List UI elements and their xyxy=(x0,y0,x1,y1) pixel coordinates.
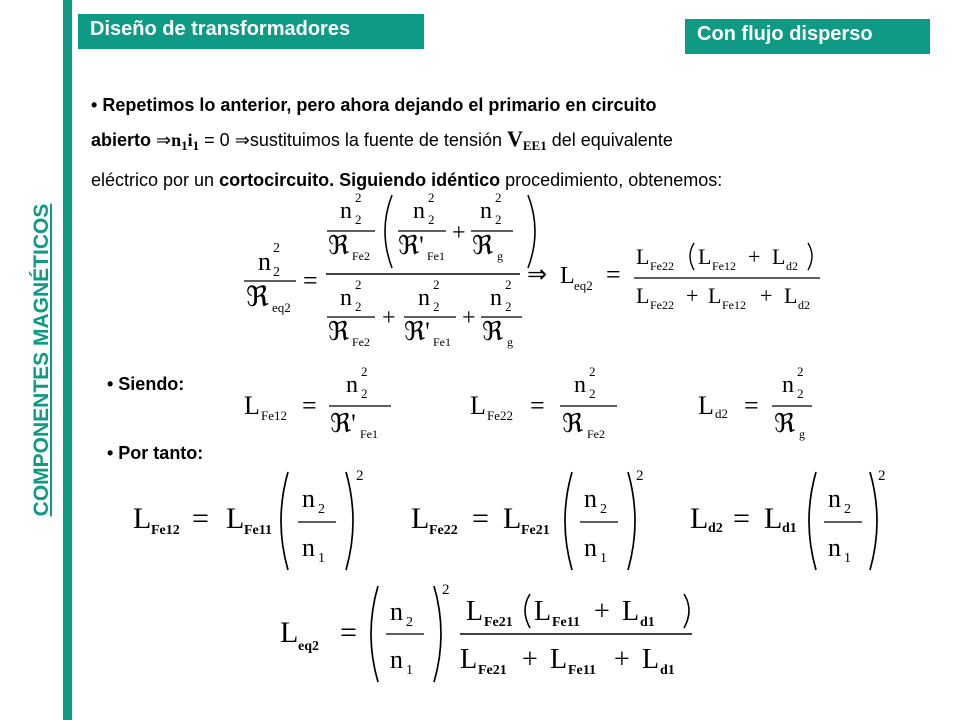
svg-text:Fe21: Fe21 xyxy=(484,615,513,630)
svg-text:2: 2 xyxy=(318,502,325,517)
svg-text:2: 2 xyxy=(355,190,362,205)
svg-text:ℜ': ℜ' xyxy=(398,231,424,260)
svg-text:+: + xyxy=(462,305,476,331)
svg-text:2: 2 xyxy=(361,364,368,379)
svg-text:2: 2 xyxy=(600,502,607,517)
svg-text:1: 1 xyxy=(318,551,325,566)
svg-text:L: L xyxy=(244,391,260,420)
svg-text:n: n xyxy=(390,597,403,626)
svg-text:ℜ: ℜ xyxy=(774,409,796,438)
svg-text:Fe12: Fe12 xyxy=(712,259,736,273)
svg-text:ℜ': ℜ' xyxy=(404,317,430,346)
svg-text:L: L xyxy=(636,283,650,308)
svg-text:2: 2 xyxy=(589,386,596,401)
svg-text:2: 2 xyxy=(355,277,362,292)
svg-text:eq2: eq2 xyxy=(272,300,291,315)
svg-text:+: + xyxy=(594,596,610,627)
svg-text:+: + xyxy=(452,220,466,246)
svg-text:2: 2 xyxy=(433,277,440,292)
svg-text:Fe22: Fe22 xyxy=(650,259,674,273)
svg-text:d2: d2 xyxy=(708,521,723,536)
svg-text:n: n xyxy=(584,484,597,513)
svg-text:2: 2 xyxy=(505,277,512,292)
svg-text:2: 2 xyxy=(273,241,280,256)
eq1-lhs-r: ℜ xyxy=(246,282,269,313)
svg-text:=: = xyxy=(192,502,209,535)
svg-text:Fe1: Fe1 xyxy=(427,249,445,263)
svg-text:L: L xyxy=(784,283,798,308)
svg-text:L: L xyxy=(226,502,245,535)
equation-main xyxy=(246,241,291,315)
svg-text:L: L xyxy=(622,596,640,627)
svg-text:ℜ: ℜ xyxy=(328,317,350,346)
eq-final xyxy=(280,582,692,682)
svg-text:Fe22: Fe22 xyxy=(650,298,674,312)
eq1-paren-close xyxy=(528,195,535,268)
sustituimos-text: sustituimos la fuente de tensión xyxy=(249,130,502,150)
svg-text:Fe2: Fe2 xyxy=(352,249,370,263)
siendo-label: • Siendo: xyxy=(107,374,185,394)
svg-text:L: L xyxy=(550,644,568,675)
svg-text:ℜ: ℜ xyxy=(472,231,494,260)
svg-text:2: 2 xyxy=(495,212,502,227)
section-tag-right: Con flujo disperso xyxy=(685,19,930,54)
line3-b: cortocircuito. Siguiendo idéntico xyxy=(219,170,501,190)
svg-text:2: 2 xyxy=(589,364,596,379)
implies-arrow-1: ⇒ xyxy=(156,130,172,151)
svg-text:Fe21: Fe21 xyxy=(478,663,507,678)
svg-text:L: L xyxy=(708,283,722,308)
svg-text:=: = xyxy=(606,260,621,289)
svg-text:=: = xyxy=(472,502,489,535)
svg-text:2: 2 xyxy=(878,468,886,484)
line3-a: eléctrico por un xyxy=(91,170,215,190)
svg-text:Fe11: Fe11 xyxy=(568,663,596,678)
svg-text:ℜ: ℜ xyxy=(562,409,584,438)
i1-symbol: $i_1$ xyxy=(187,130,200,153)
svg-text:+: + xyxy=(522,644,538,675)
svg-text:ℜ': ℜ' xyxy=(330,409,356,438)
svg-text:L: L xyxy=(698,244,712,269)
svg-text:L: L xyxy=(460,644,478,675)
eq1-paren-open xyxy=(385,195,392,268)
svg-text:L: L xyxy=(642,644,660,675)
svg-text:L: L xyxy=(280,616,299,649)
svg-text:L: L xyxy=(534,596,552,627)
svg-text:g: g xyxy=(507,335,513,349)
svg-text:n: n xyxy=(584,533,597,562)
svg-text:2: 2 xyxy=(505,299,512,314)
svg-text:2: 2 xyxy=(433,299,440,314)
svg-text:ℜ: ℜ xyxy=(328,231,350,260)
svg-text:+: + xyxy=(686,283,699,308)
svg-text:Fe1: Fe1 xyxy=(433,335,451,349)
svg-text:eq2: eq2 xyxy=(298,639,319,654)
svg-text:=: = xyxy=(302,391,317,420)
svg-text:L: L xyxy=(470,391,486,420)
svg-text:d1: d1 xyxy=(640,615,655,630)
svg-text:+: + xyxy=(748,244,761,269)
svg-text:L: L xyxy=(503,502,522,535)
svg-text:L: L xyxy=(133,502,152,535)
svg-text:2: 2 xyxy=(495,190,502,205)
section-tag-left: Diseño de transformadores xyxy=(78,14,424,49)
svg-text:n: n xyxy=(340,285,352,311)
svg-text:d2: d2 xyxy=(786,259,798,273)
svg-text:+: + xyxy=(760,283,773,308)
svg-text:2: 2 xyxy=(406,615,413,630)
svg-text:n: n xyxy=(413,198,425,224)
svg-text:L: L xyxy=(764,502,783,535)
svg-text:+: + xyxy=(614,644,630,675)
svg-text:=: = xyxy=(744,391,759,420)
svg-text:Fe21: Fe21 xyxy=(521,523,550,538)
side-title-text: COMPONENTES MAGNÉTICOS xyxy=(30,203,53,517)
line3-c: procedimiento, obtenemos: xyxy=(505,170,723,190)
svg-text:n: n xyxy=(302,484,315,513)
svg-text:1: 1 xyxy=(600,551,607,566)
svg-text:L: L xyxy=(560,263,575,289)
svg-text:1: 1 xyxy=(406,663,413,678)
svg-text:2: 2 xyxy=(797,364,804,379)
svg-text:2: 2 xyxy=(797,386,804,401)
svg-text:n: n xyxy=(340,198,352,224)
svg-text:Fe12: Fe12 xyxy=(151,523,180,538)
svg-text:d2: d2 xyxy=(715,406,728,421)
svg-text:n: n xyxy=(828,533,841,562)
svg-text:eq2: eq2 xyxy=(574,278,593,293)
svg-text:Fe11: Fe11 xyxy=(244,523,272,538)
svg-text:Fe12: Fe12 xyxy=(722,298,746,312)
svg-text:2: 2 xyxy=(428,190,435,205)
svg-text:g: g xyxy=(799,427,805,441)
svg-text:2: 2 xyxy=(355,212,362,227)
svg-text:n: n xyxy=(418,285,430,311)
vee1-symbol: $V_{EE1}$ xyxy=(506,126,547,153)
abierto-text: abierto xyxy=(91,130,152,150)
svg-text:=: = xyxy=(303,266,318,295)
svg-text:L: L xyxy=(690,502,709,535)
svg-text:Fe11: Fe11 xyxy=(552,615,580,630)
eq1-big-numerator xyxy=(328,190,370,263)
svg-text:n: n xyxy=(346,372,358,398)
svg-text:ℜ: ℜ xyxy=(482,317,504,346)
svg-text:2: 2 xyxy=(636,468,644,484)
svg-text:=: = xyxy=(340,616,357,649)
svg-text:d2: d2 xyxy=(798,298,810,312)
svg-text:n: n xyxy=(782,372,794,398)
svg-text:n: n xyxy=(480,198,492,224)
svg-text:Fe12: Fe12 xyxy=(261,408,287,423)
svg-text:2: 2 xyxy=(355,299,362,314)
svg-text:Fe2: Fe2 xyxy=(587,427,605,441)
svg-text:=: = xyxy=(733,502,750,535)
svg-text:d1: d1 xyxy=(660,663,675,678)
svg-text:2: 2 xyxy=(361,386,368,401)
svg-text:n: n xyxy=(490,285,502,311)
svg-text:2: 2 xyxy=(273,265,280,280)
equals-zero: = 0 xyxy=(204,130,230,150)
svg-text:1: 1 xyxy=(844,551,851,566)
svg-text:Fe1: Fe1 xyxy=(360,427,378,441)
svg-text:L: L xyxy=(772,244,786,269)
svg-text:L: L xyxy=(466,596,484,627)
svg-text:L: L xyxy=(411,502,430,535)
intro-bullet: • xyxy=(91,95,98,115)
svg-text:=: = xyxy=(530,391,545,420)
por-tanto-label: • Por tanto: xyxy=(107,443,204,463)
eq1-implies: ⇒ xyxy=(527,262,548,288)
svg-text:n: n xyxy=(574,372,586,398)
svg-text:n: n xyxy=(828,484,841,513)
intro-line-1-text: Repetimos lo anterior, pero ahora dejando el primario en circuito xyxy=(102,95,657,115)
svg-text:2: 2 xyxy=(428,212,435,227)
svg-text:L: L xyxy=(636,244,650,269)
svg-text:n: n xyxy=(390,645,403,674)
svg-text:L: L xyxy=(698,391,714,420)
svg-text:2: 2 xyxy=(356,468,364,484)
eq1-lhs-n: n xyxy=(258,247,271,276)
del-equivalente-text: del equivalente xyxy=(551,130,673,150)
svg-text:d1: d1 xyxy=(782,521,797,536)
svg-text:2: 2 xyxy=(442,582,450,598)
svg-text:+: + xyxy=(382,305,396,331)
svg-text:2: 2 xyxy=(844,502,851,517)
eq-por-tanto-row xyxy=(133,468,886,570)
implies-arrow-2: ⇒ xyxy=(234,130,250,151)
svg-text:Fe2: Fe2 xyxy=(352,335,370,349)
eq-siendo-row xyxy=(244,364,378,441)
n1-symbol: $n_1$ xyxy=(171,130,188,153)
svg-text:n: n xyxy=(302,533,315,562)
svg-text:Fe22: Fe22 xyxy=(429,523,458,538)
svg-text:Fe22: Fe22 xyxy=(487,408,513,423)
svg-text:g: g xyxy=(497,249,503,263)
